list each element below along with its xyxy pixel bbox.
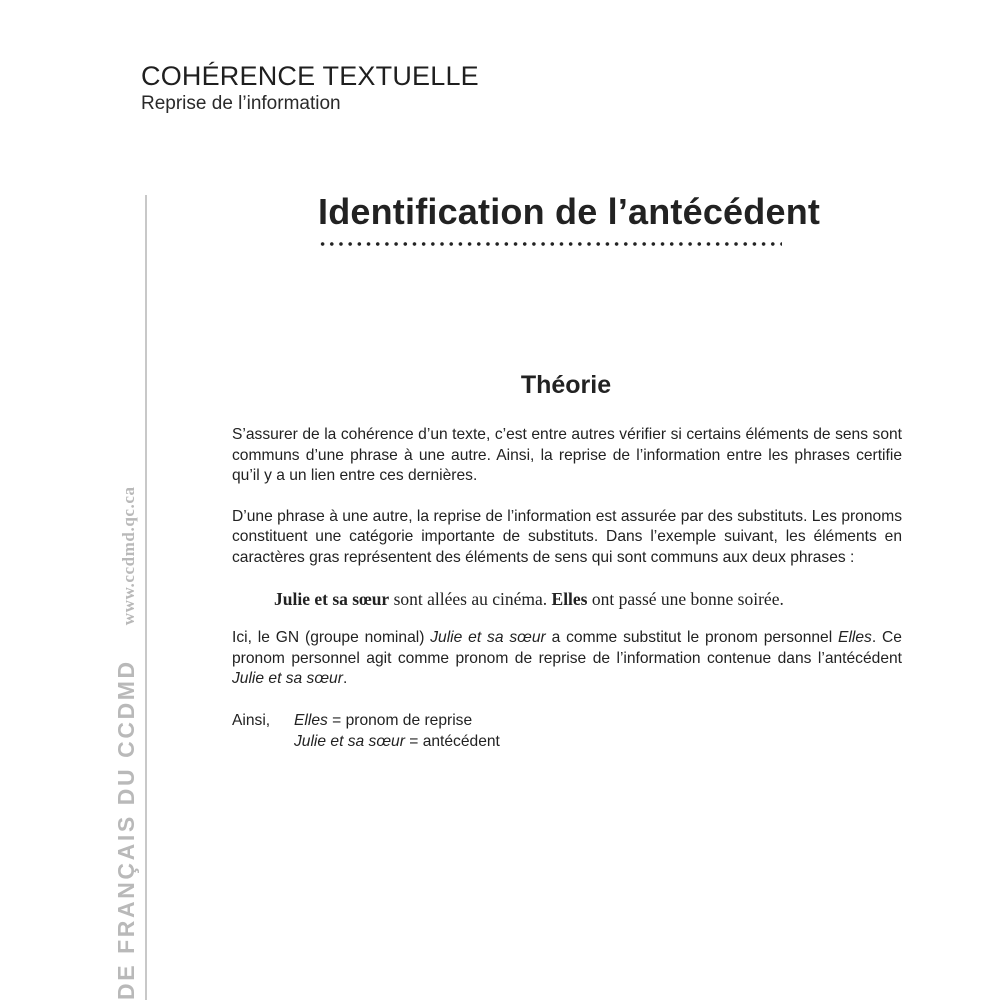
example-bold-pronoun: Elles	[551, 589, 588, 609]
section-title: Théorie	[520, 371, 612, 399]
content-body	[232, 425, 902, 752]
summary-label-spacer	[232, 731, 294, 752]
paragraph-1: S’assurer de la cohérence d’un texte, c’est entre autres vérifier si certains éléments de sens sont communs d’une phrase à une autre. Ainsi, la reprise de l’information entre les phrases certifie qu’il y a un lien entre ces dernières.	[232, 426, 902, 484]
summary-block	[232, 710, 902, 752]
explanation-text-1: Ici, le GN (groupe nominal)	[232, 629, 431, 646]
summary-line-2-italic: Julie et sa sœur	[294, 732, 405, 750]
side-vertical-text	[113, 486, 140, 1000]
explanation-text-4: .	[342, 670, 348, 687]
side-publisher-text: DE FRANÇAIS DU CCDMD	[113, 659, 139, 1000]
example-bold-subject: Julie et sa sœur	[274, 589, 390, 609]
summary-row-1	[232, 710, 902, 731]
vertical-rule	[145, 195, 147, 1000]
header-block	[141, 60, 479, 116]
summary-line-1-italic: Elles	[294, 711, 328, 729]
summary-row-2	[232, 731, 902, 752]
header-subtitle: Reprise de l’information	[141, 93, 341, 114]
summary-label: Ainsi,	[232, 711, 271, 729]
page-title: Identification de l’antécédent	[318, 191, 821, 232]
paragraph-2: D’une phrase à une autre, la reprise de l’information est assurée par des substituts. Les pronoms constituent une catégorie importante de substituts. Dans l’exemple suivant, les éléments en caractères gras représentent des éléments de sens qui sont communs aux deux phrases :	[232, 507, 902, 566]
title-dotted-underline	[318, 241, 782, 247]
explanation-text-3: . Ce pronom personnel agit comme pronom de reprise de l’information contenue dans l’antécédent	[232, 629, 902, 667]
example-text-2: ont passé une bonne soirée.	[587, 589, 784, 609]
explanation-italic-2: Elles	[838, 629, 872, 646]
explanation-paragraph	[232, 628, 902, 690]
summary-line-1-text: = pronom de reprise	[327, 711, 473, 729]
summary-line-1	[294, 710, 472, 731]
explanation-italic-1: Julie et sa sœur	[430, 629, 546, 646]
summary-line-2	[294, 731, 500, 752]
summary-line-2-text: = antécédent	[404, 732, 500, 750]
explanation-italic-3: Julie et sa sœur	[232, 670, 343, 687]
example-sentence	[274, 588, 902, 610]
header-title: COHÉRENCE TEXTUELLE	[141, 61, 479, 91]
example-text-1: sont allées au cinéma.	[389, 589, 552, 609]
explanation-text-2: a comme substitut le pronom personnel	[545, 629, 839, 646]
side-url: www.ccdmd.qc.ca	[119, 486, 138, 626]
